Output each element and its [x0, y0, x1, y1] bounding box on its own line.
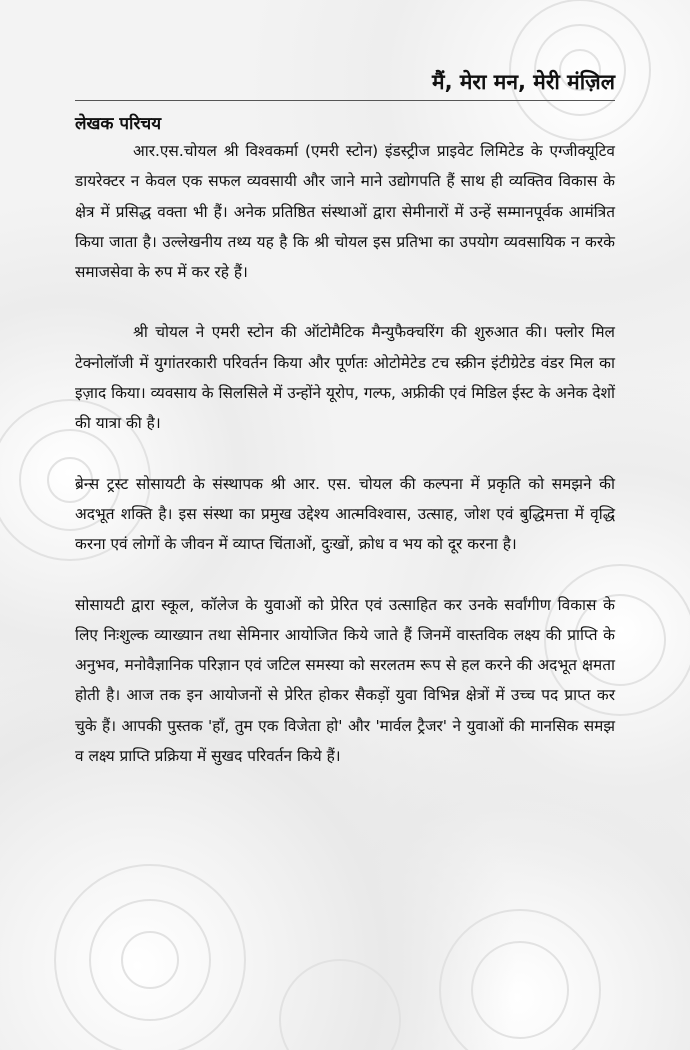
paragraph-4: सोसायटी द्वारा स्कूल, कॉलेज के युवाओं को प्रेरित एवं उत्साहित कर उनके सर्वांगीण विकास के लिए निःशुल्क व्याख्यान तथा सेमिनार आयोजित किये जाते हैं जिनमें वास्तविक लक्ष्य की प्राप्ति के अनुभव, मनोवैज्ञानिक परिज्ञान एवं जटिल समस्या को सरलतम रूप से हल करने की अदभूत क्षमता होती है। आज तक इन आयोजनों से प्रेरित होकर सैकड़ों युवा विभिन्न क्षेत्रों में उच्च पद प्राप्त कर चुके हैं। आपकी पुस्तक 'हाँ, तुम एक विजेता हो' और 'मार्वल ट्रैजर' ने युवाओं की मानसिक समझ व लक्ष्य प्राप्ति प्रक्रिया में सुखद परिवर्तन किये हैं। [75, 595, 615, 766]
paragraph-1: आर.एस.चोयल श्री विश्वकर्मा (एमरी स्टोन) इंडस्ट्रीज प्राइवेट लिमिटेड के एग्जीक्यूटिव डायरेक्टर न केवल एक सफल व्यवसायी और जाने माने उद्योगपति हैं साथ ही व्यक्तिव विकास के क्षेत्र में प्रसिद्ध वक्ता भी हैं। अनेक प्रतिष्ठित संस्थाओं द्वारा सेमीनारों में उन्हें सम्मानपूर्वक आमंत्रित किया जाता है। उल्लेखनीय तथ्य यह है कि श्री चोयल इस प्रतिभा का उपयोग व्यवसायिक न करके समाजसेवा के रुप में कर रहे हैं। [75, 142, 615, 282]
paragraph-3: ब्रेन्स ट्रस्ट सोसायटी के संस्थापक श्री आर. एस. चोयल की कल्पना में प्रकृति को समझने की अदभूत शक्ति है। इस संस्था का प्रमुख उद्देश्य आत्मविश्वास, उत्साह, जोश एवं बुद्धिमत्ता में वृद्धि करना एवं लोगों के जीवन में व्याप्त चिंताओं, दुःखों, क्रोध व भय को दूर करना है। [75, 474, 615, 554]
section-heading: लेखक परिचय [75, 114, 162, 134]
text-column [75, 68, 615, 801]
paragraph-2: श्री चोयल ने एमरी स्टोन की ऑटोमैटिक मैन्युफैक्चरिंग की शुरुआत की। फ्लोर मिल टेक्नोलॉजी में युगांतरकारी परिवर्तन किया और पूर्णतः ओटोमेटेड टच स्क्रीन इंटीग्रेटेड वंडर मिल का इज़ाद किया। व्यवसाय के सिलसिले में उन्होंने यूरोप, गल्फ, अफ्रीकी एवं मिडिल ईस्ट के अनेक देशों की यात्रा की है। [75, 323, 615, 433]
book-title: मैं, मेरा मन, मेरी मंज़िल [75, 68, 615, 101]
